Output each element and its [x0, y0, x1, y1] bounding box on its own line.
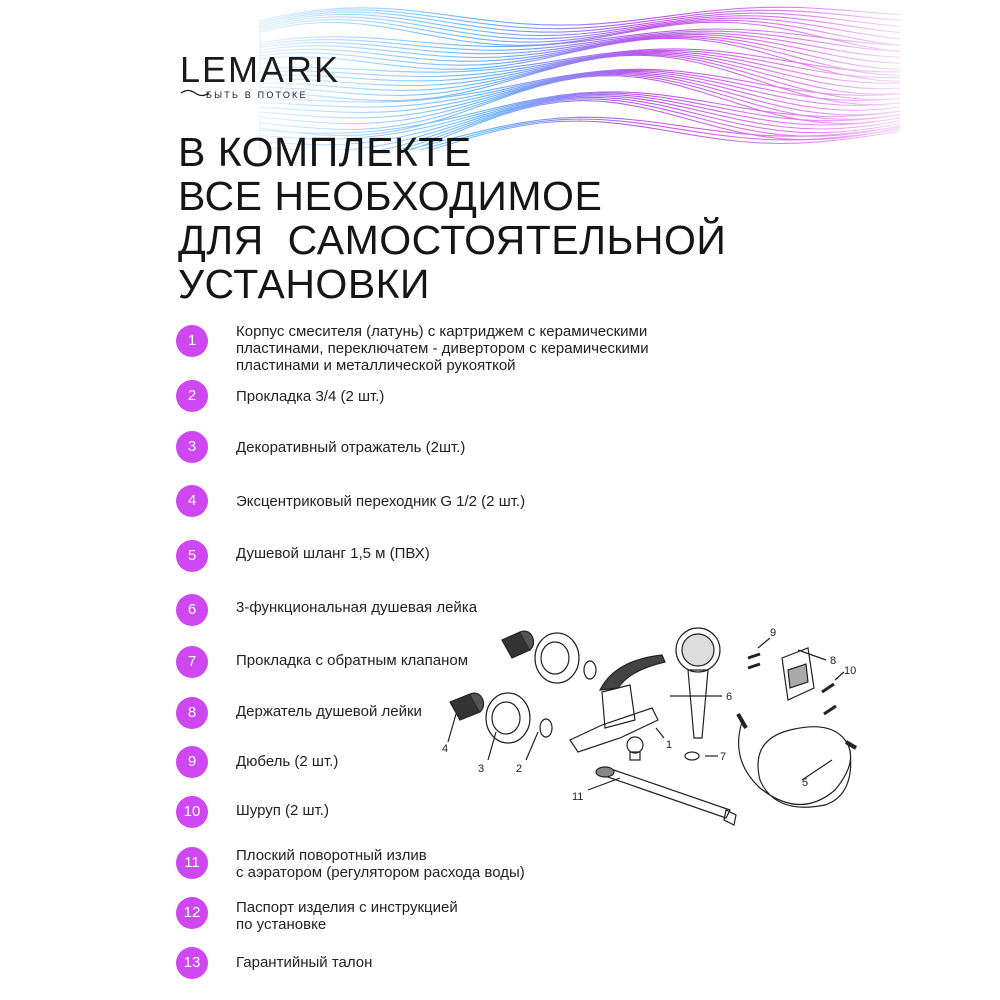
- gasket-lower: [540, 719, 552, 737]
- item-number-badge: 4: [176, 485, 208, 517]
- diagram-label-2: 2: [516, 763, 523, 775]
- diagram-label-5: 5: [802, 777, 809, 789]
- item-number-badge: 9: [176, 746, 208, 778]
- shower-head: [676, 628, 720, 738]
- item-text: Дюбель (2 шт.): [236, 753, 339, 770]
- item-text: Декоративный отражатель (2шт.): [236, 439, 466, 456]
- item-text: Паспорт изделия с инструкцией по установке: [236, 899, 458, 933]
- item-text: Гарантийный талон: [236, 954, 373, 971]
- item-text: Прокладка 3/4 (2 шт.): [236, 388, 385, 405]
- item-text: Душевой шланг 1,5 м (ПВХ): [236, 545, 430, 562]
- item-text: Эксцентриковый переходник G 1/2 (2 шт.): [236, 493, 526, 510]
- diagram-label-3: 3: [478, 763, 485, 775]
- gasket-upper: [584, 661, 596, 679]
- item-number-badge: 3: [176, 431, 208, 463]
- diagram-label-8: 8: [830, 655, 837, 667]
- wave-line: [260, 7, 900, 30]
- item-text: Корпус смесителя (латунь) с картриджем с керамическими пластинами, переключатем - дивертором с керамическими пластинами и металлической рукояткой: [236, 323, 649, 374]
- wave-line: [260, 10, 900, 34]
- diagram-label-10: 10: [844, 665, 857, 677]
- item-text: 3-функциональная душевая лейка: [236, 599, 478, 616]
- item-number-badge: 8: [176, 697, 208, 729]
- title-line-2: ВСЕ НЕОБХОДИМОЕ: [178, 173, 603, 219]
- item-text: Плоский поворотный излив с аэратором (регулятором расхода воды): [236, 847, 525, 881]
- item-text: Шуруп (2 шт.): [236, 802, 329, 819]
- item-number-badge: 10: [176, 796, 208, 828]
- spout: [596, 767, 736, 825]
- parts-diagram: [430, 610, 870, 840]
- brand-tagline: БЫТЬ В ПОТОКЕ: [206, 90, 308, 100]
- item-number-badge: 11: [176, 847, 208, 879]
- item-number-badge: 13: [176, 947, 208, 979]
- item-number-badge: 2: [176, 380, 208, 412]
- item-number-badge: 6: [176, 594, 208, 626]
- diagram-label-7: 7: [720, 751, 727, 763]
- item-number-badge: 12: [176, 897, 208, 929]
- page-title: [178, 130, 938, 306]
- shower-hose: [738, 714, 856, 807]
- diagram-label-11: 11: [572, 791, 584, 803]
- title-line-3: ДЛЯ САМОСТОЯТЕЛЬНОЙ: [178, 217, 727, 263]
- item-number-badge: 1: [176, 325, 208, 357]
- eccentric-adapter-upper: [502, 631, 534, 658]
- brand-name: LEMARK: [180, 49, 341, 90]
- title-line-4: УСТАНОВКИ: [178, 261, 431, 307]
- check-valve-gasket: [685, 752, 699, 760]
- diagram-label-4: 4: [442, 743, 449, 755]
- screw-icon: [822, 684, 836, 714]
- item-number-badge: 5: [176, 540, 208, 572]
- diagram-label-1: 1: [666, 739, 673, 751]
- shower-holder: [782, 648, 814, 700]
- wave-decoration: [0, 0, 1000, 150]
- logo-wave-icon: [180, 88, 210, 98]
- diagram-label-9: 9: [770, 627, 777, 639]
- title-line-1: В КОМПЛЕКТЕ: [178, 129, 472, 175]
- brand-logo: [180, 49, 341, 100]
- item-text: Прокладка с обратным клапаном: [236, 652, 469, 669]
- dowel-icon: [748, 654, 760, 668]
- diagram-label-6: 6: [726, 691, 733, 703]
- item-number-badge: 7: [176, 646, 208, 678]
- item-text: Держатель душевой лейки: [236, 703, 422, 720]
